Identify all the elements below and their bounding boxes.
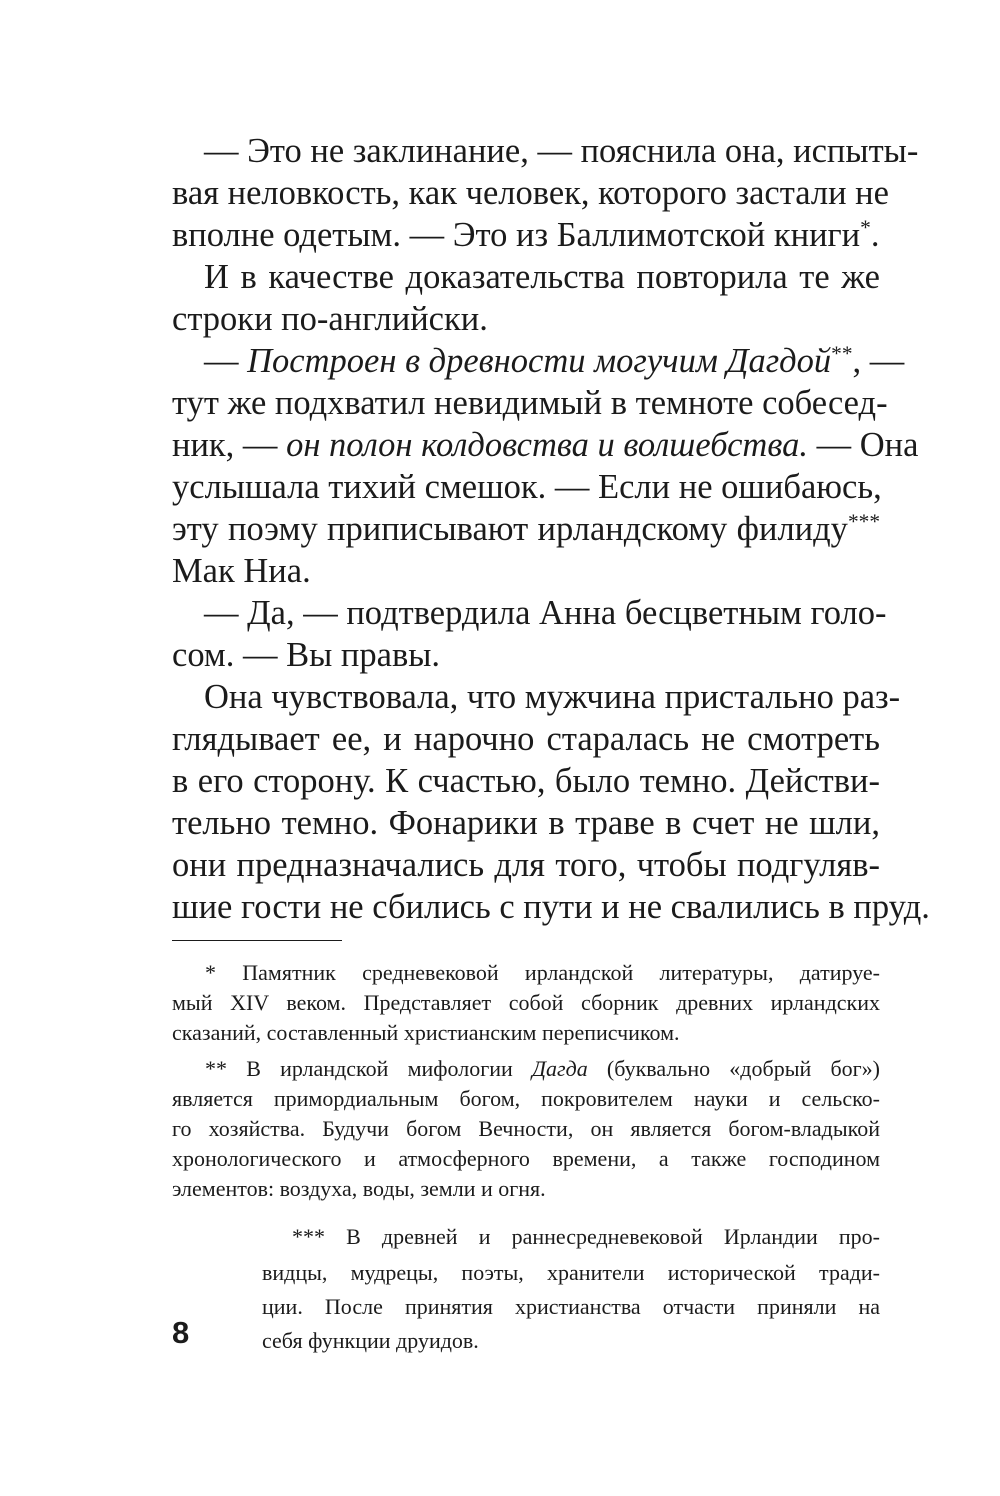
text-line: тут же подхватил невидимый в темноте собесед- (172, 384, 888, 422)
footnote-line: является примордиальным богом, покровителем науки и сельско- (172, 1086, 880, 1111)
text-line: Мак Ниа. (172, 552, 311, 590)
text-line: — Да, — подтвердила Анна бесцветным голо- (204, 594, 887, 632)
page-number: 8 (172, 1315, 190, 1350)
text-line: они предназначались для того, чтобы подгуляв- (172, 846, 880, 884)
text-line: услышала тихий смешок. — Если не ошибаюсь, (172, 468, 882, 506)
text-line: сом. — Вы правы. (172, 636, 441, 674)
footnote-line: го хозяйства. Будучи богом Вечности, он является богом-владыкой (172, 1116, 880, 1141)
text-line: тельно темно. Фонарики в траве в счет не шли, (172, 804, 880, 842)
footnote-line: элементов: воздуха, воды, земли и огня. (172, 1176, 546, 1201)
footnote-line: ции. После принятия христианства отчасти приняли на (262, 1294, 880, 1319)
text-line: Она чувствовала, что мужчина пристально раз- (204, 678, 901, 716)
text-line: — Построен в древности могучим Дагдой**, — (204, 341, 905, 380)
text-line: шие гости не сбились с пути и не свалились в пруд. (172, 888, 930, 926)
footnote-mark: *** (847, 509, 880, 534)
footnote-separator (172, 940, 342, 941)
footnote-mark: ** (831, 341, 853, 366)
text-line: И в качестве доказательства повторила те же (204, 258, 880, 296)
text-line: эту поэму приписывают ирландскому филиду*** (172, 509, 880, 548)
text-line: ник, — он полон колдовства и волшебства. — Она (172, 426, 919, 464)
text-line: вполне одетым. — Это из Баллимотской книги*. (172, 215, 880, 254)
footnote-line: * Памятник средневековой ирландской литературы, датируе- (205, 960, 880, 985)
text-line: вая неловкость, как человек, которого застали не (172, 174, 889, 212)
footnote-line: видцы, мудрецы, поэты, хранители исторической тради- (262, 1260, 880, 1285)
footnote-mark: * (860, 215, 871, 240)
footnote-line: мый XIV веком. Представляет собой сборник древних ирландских (172, 990, 880, 1015)
footnote-line: хронологического и атмосферного времени, а также господином (172, 1146, 880, 1171)
footnote-line: *** В древней и раннесредневековой Ирландии про- (292, 1224, 880, 1249)
text-line: — Это не заклинание, — пояснила она, испыты- (204, 132, 919, 170)
text-line: в его сторону. К счастью, было темно. Действи- (172, 762, 880, 800)
footnote-line: сказаний, составленный христианским переписчиком. (172, 1020, 680, 1045)
footnote-line: ** В ирландской мифологии Дагда (буквально «добрый бог») (205, 1056, 880, 1081)
footnote-line: себя функции друидов. (262, 1328, 479, 1353)
text-line: строки по-английски. (172, 300, 488, 338)
text-line: глядывает ее, и нарочно старалась не смотреть (172, 720, 880, 758)
